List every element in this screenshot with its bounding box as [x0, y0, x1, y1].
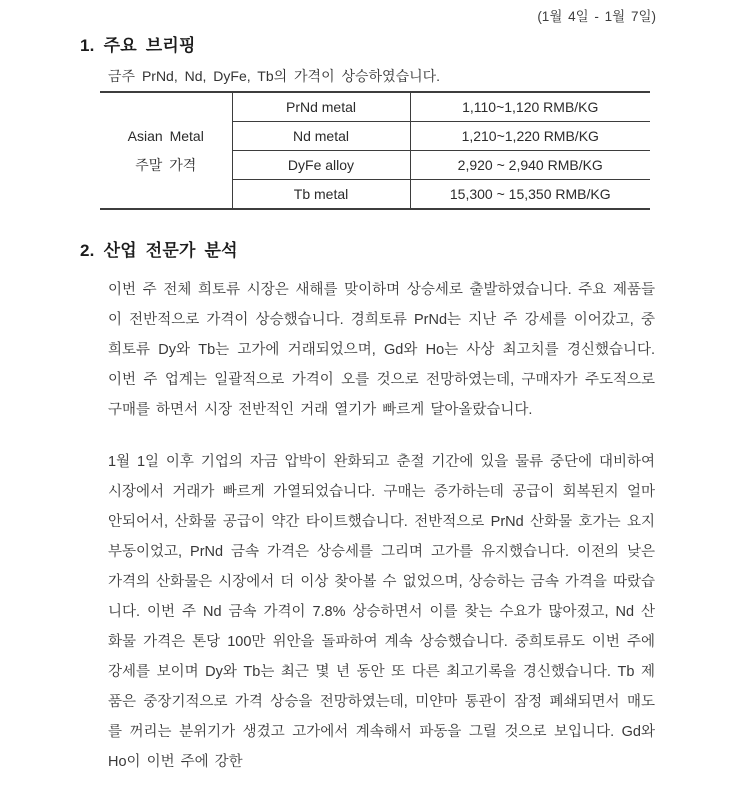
price-cell: 2,920 ~ 2,940 RMB/KG	[410, 151, 650, 180]
item-cell: Tb metal	[232, 180, 410, 210]
table-row	[100, 92, 650, 122]
price-cell: 15,300 ~ 15,350 RMB/KG	[410, 180, 650, 210]
section-1-title: 주요 브리핑	[103, 36, 196, 55]
section-2-title: 산업 전문가 분석	[103, 241, 238, 260]
source-line-2: 주말 가격	[135, 156, 197, 173]
price-cell: 1,110~1,120 RMB/KG	[410, 92, 650, 122]
section-2-heading	[80, 241, 733, 261]
analysis-paragraph-2: 1월 1일 이후 기업의 자금 압박이 완화되고 춘절 기간에 있을 물류 중단에 대비하여 시장에서 거래가 빠르게 가열되었습니다. 구매는 증가하는데 공급이 회복된지 얼마 안되어서, 산화물 공급이 약간 타이트했습니다. 전반적으로 PrNd 산화물 호가는 요지부동이었고, PrNd 금속 가격은 상승세를 그리며 고가를 유지했습니다. 이전의 낮은 가격의 산화물은 시장에서 더 이상 찾아볼 수 없었으며, 상승하는 금속 가격을 따랐습니다. 이번 주 Nd 금속 가격이 7.8% 상승하면서 이를 찾는 수요가 많아졌고, Nd 산화물 가격은 톤당 100만 위안을 돌파하여 계속 상승했습니다. 중희토류도 이번 주에 강세를 보이며 Dy와 Tb는 최근 몇 년 동안 또 다른 최고기록을 경신했습니다. Tb 제품은 중장기적으로 가격 상승을 전망하였는데, 미얀마 통관이 잠정 폐쇄되면서 매도를 꺼리는 분위기가 생겼고 고가에서 계속해서 파동을 그릴 것으로 보입니다. Gd와 Ho이 이번 주에 강한	[108, 454, 655, 770]
price-table-wrap	[100, 91, 733, 210]
section-1-heading	[80, 36, 733, 56]
section-1-number: 1.	[80, 36, 95, 55]
source-line-1: Asian Metal	[127, 127, 204, 144]
analysis-paragraph-1: 이번 주 전체 희토류 시장은 새해를 맞이하며 상승세로 출발하였습니다. 주요 제품들이 전반적으로 가격이 상승했습니다. 경희토류 PrNd는 지난 주 강세를 이어갔고, 중희토류 Dy와 Tb는 고가에 거래되었으며, Gd와 Ho는 사상 최고치를 경신했습니다. 이번 주 업계는 일괄적으로 가격이 오를 것으로 전망하였는데, 구매자가 주도적으로 구매를 하면서 시장 전반적인 거래 열기가 빠르게 달아올랐습니다.	[108, 282, 655, 418]
price-table	[100, 91, 650, 210]
briefing-intro-text: 금주 PrNd, Nd, DyFe, Tb의 가격이 상승하였습니다.	[108, 68, 441, 84]
section-2-number: 2.	[80, 241, 95, 260]
item-cell: DyFe alloy	[232, 151, 410, 180]
date-range: (1월 4일 - 1월 7일)	[537, 9, 656, 24]
price-cell: 1,210~1,220 RMB/KG	[410, 122, 650, 151]
item-cell: Nd metal	[232, 122, 410, 151]
table-source-cell	[100, 92, 232, 209]
item-cell: PrNd metal	[232, 92, 410, 122]
